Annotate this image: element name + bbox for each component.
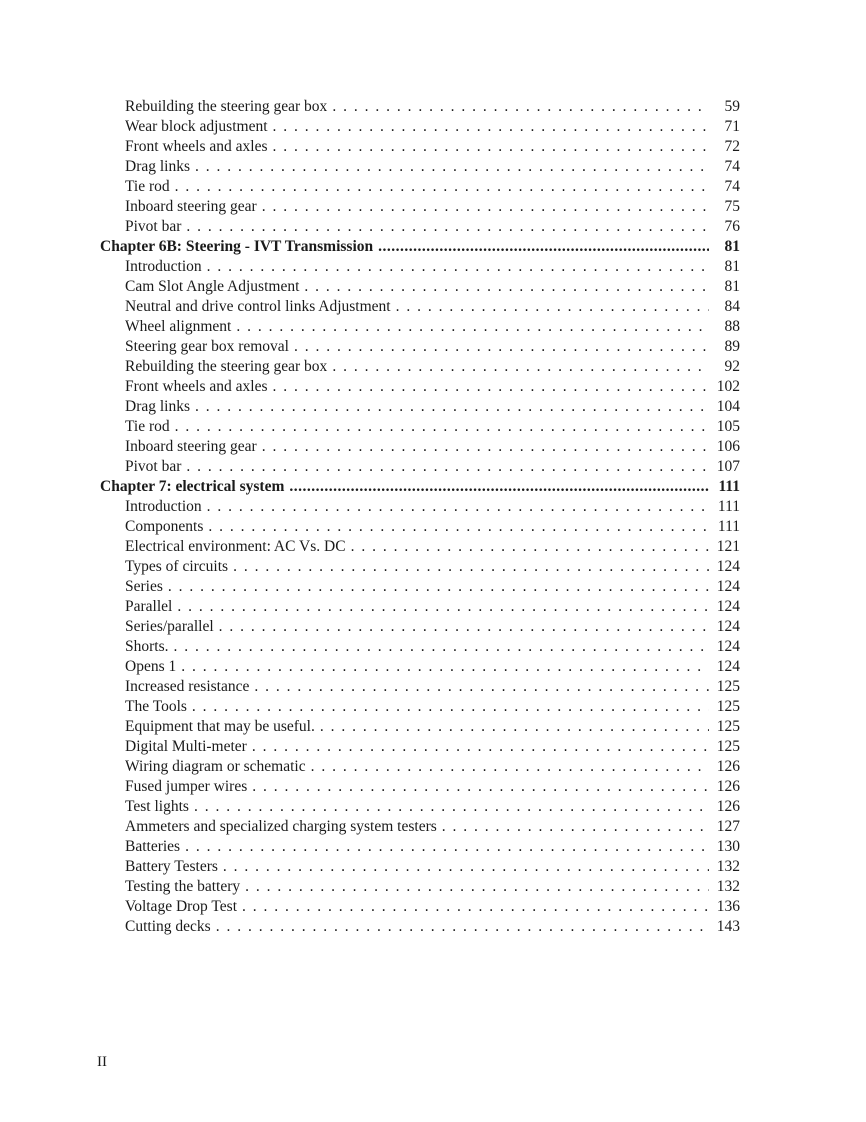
- toc-entry-label: Series/parallel: [125, 618, 214, 635]
- toc-page-number: 125: [716, 718, 740, 735]
- toc-entry-row: [100, 537, 740, 557]
- toc-dot-leader: [194, 797, 709, 817]
- toc-entry-label: Digital Multi-meter: [125, 738, 247, 755]
- toc-page-number: 92: [724, 358, 740, 375]
- toc-entry-row: [100, 437, 740, 457]
- toc-dot-leader: [272, 137, 709, 157]
- toc-page-number: 81: [724, 278, 740, 295]
- toc-page-number: 105: [716, 418, 740, 435]
- toc-dot-leader: [207, 497, 709, 517]
- toc-entry-label: Cam Slot Angle Adjustment: [125, 278, 300, 295]
- toc-entry-label: Tie rod: [125, 178, 170, 195]
- toc-entry-label: Batteries: [125, 838, 181, 855]
- toc-entry-row: [100, 517, 740, 537]
- toc-page-number: 75: [724, 198, 740, 215]
- toc-entry-label: Wear block adjustment: [125, 118, 268, 135]
- toc-entry-row: [100, 97, 740, 117]
- toc-entry-label: Wiring diagram or schematic: [125, 758, 306, 775]
- toc-chapter-title: Chapter 6B: Steering - IVT Transmission: [100, 238, 374, 255]
- toc-entry-row: [100, 917, 740, 937]
- toc-dot-leader: [195, 157, 709, 177]
- toc-entry-label: Drag links: [125, 158, 191, 175]
- toc-page-number: 124: [716, 638, 740, 655]
- toc-entry-row: [100, 557, 740, 577]
- toc-page-number: 143: [716, 918, 740, 935]
- toc-dot-leader: [177, 597, 709, 617]
- toc-page-number: 102: [716, 378, 740, 395]
- toc-page-number: 121: [716, 538, 740, 555]
- toc-page-number: 125: [716, 698, 740, 715]
- footer-page-number: II: [97, 1054, 107, 1070]
- toc-dot-leader: [223, 857, 709, 877]
- toc-entry-row: [100, 737, 740, 757]
- toc-dot-leader: [262, 197, 709, 217]
- toc-entry-row: [100, 217, 740, 237]
- toc-entry-row: [100, 457, 740, 477]
- toc-dot-leader: [175, 177, 709, 197]
- toc-dot-leader: [273, 117, 709, 137]
- toc-entry-label: Drag links: [125, 398, 191, 415]
- toc-page-number: 126: [716, 798, 740, 815]
- toc-dot-leader: [208, 517, 709, 537]
- toc-page-number: 106: [716, 438, 740, 455]
- toc-entry-row: [100, 637, 740, 657]
- toc-page-number: 130: [716, 838, 740, 855]
- toc-page-number: 84: [724, 298, 740, 315]
- toc-dot-leader: [396, 297, 709, 317]
- toc-entry-row: [100, 897, 740, 917]
- toc-entry-label: Shorts.: [125, 638, 169, 655]
- toc-entry-row: [100, 597, 740, 617]
- toc-page-number: 74: [724, 178, 740, 195]
- toc-entry-row: [100, 497, 740, 517]
- toc-dot-leader: [442, 817, 709, 837]
- toc-chapter-row: [100, 237, 740, 257]
- toc-page-number: 111: [718, 478, 740, 495]
- toc-entry-row: [100, 617, 740, 637]
- toc-page-number: 136: [716, 898, 740, 915]
- toc-entry-label: Cutting decks: [125, 918, 211, 935]
- toc-entry-row: [100, 697, 740, 717]
- toc-dot-leader: [207, 257, 709, 277]
- toc-entry-row: [100, 177, 740, 197]
- toc-entry-row: [100, 577, 740, 597]
- footer: [97, 1052, 107, 1072]
- toc-chapter-row: [100, 477, 740, 497]
- toc-dot-leader: [262, 437, 709, 457]
- toc-dot-leader: [219, 617, 709, 637]
- toc-dot-leader: [252, 737, 709, 757]
- toc-entry-label: Increased resistance: [125, 678, 250, 695]
- toc-entry-label: Tie rod: [125, 418, 170, 435]
- toc-page-number: 126: [716, 758, 740, 775]
- toc-entry-label: Neutral and drive control links Adjustment: [125, 298, 391, 315]
- toc-entry-label: Rebuilding the steering gear box: [125, 358, 328, 375]
- toc-page-number: 81: [724, 238, 740, 255]
- toc-entry-row: [100, 137, 740, 157]
- table-of-contents: [100, 97, 740, 937]
- toc-entry-row: [100, 877, 740, 897]
- toc-entry-label: Ammeters and specialized charging system testers: [125, 818, 437, 835]
- toc-page-number: 126: [716, 778, 740, 795]
- toc-page-number: 107: [716, 458, 740, 475]
- toc-page-number: 124: [716, 618, 740, 635]
- toc-page-number: 88: [724, 318, 740, 335]
- toc-entry-row: [100, 817, 740, 837]
- toc-page-number: 59: [724, 98, 740, 115]
- toc-entry-row: [100, 837, 740, 857]
- toc-dot-leader: [195, 397, 709, 417]
- toc-dot-leader: [332, 97, 709, 117]
- toc-dot-leader: [289, 477, 709, 497]
- toc-dot-leader: [320, 717, 709, 737]
- toc-entry-row: [100, 377, 740, 397]
- toc-entry-label: The Tools: [125, 698, 187, 715]
- toc-dot-leader: [311, 757, 709, 777]
- toc-entry-row: [100, 677, 740, 697]
- toc-page-number: 127: [716, 818, 740, 835]
- toc-entry-row: [100, 257, 740, 277]
- toc-entry-label: Pivot bar: [125, 218, 182, 235]
- toc-entry-row: [100, 857, 740, 877]
- toc-entry-row: [100, 717, 740, 737]
- toc-page-number: 81: [724, 258, 740, 275]
- toc-dot-leader: [351, 537, 709, 557]
- toc-entry-row: [100, 357, 740, 377]
- toc-entry-row: [100, 277, 740, 297]
- toc-dot-leader: [252, 777, 709, 797]
- toc-entry-label: Test lights: [125, 798, 189, 815]
- toc-entry-row: [100, 297, 740, 317]
- toc-entry-label: Front wheels and axles: [125, 378, 268, 395]
- toc-entry-label: Electrical environment: AC Vs. DC: [125, 538, 346, 555]
- toc-entry-row: [100, 397, 740, 417]
- toc-dot-leader: [186, 457, 709, 477]
- toc-entry-row: [100, 777, 740, 797]
- toc-entry-label: Opens 1: [125, 658, 177, 675]
- toc-entry-label: Introduction: [125, 498, 202, 515]
- toc-page-number: 124: [716, 558, 740, 575]
- toc-dot-leader: [216, 917, 709, 937]
- toc-entry-label: Parallel: [125, 598, 173, 615]
- toc-dot-leader: [378, 237, 709, 257]
- toc-dot-leader: [174, 637, 710, 657]
- toc-entry-label: Front wheels and axles: [125, 138, 268, 155]
- toc-dot-leader: [185, 837, 709, 857]
- toc-entry-row: [100, 417, 740, 437]
- toc-dot-leader: [168, 577, 709, 597]
- toc-page-number: 104: [716, 398, 740, 415]
- toc-entry-row: [100, 117, 740, 137]
- toc-dot-leader: [254, 677, 709, 697]
- toc-dot-leader: [236, 317, 709, 337]
- toc-entry-label: Types of circuits: [125, 558, 229, 575]
- toc-entry-label: Rebuilding the steering gear box: [125, 98, 328, 115]
- toc-page-number: 111: [717, 518, 740, 535]
- toc-entry-label: Components: [125, 518, 204, 535]
- toc-page-number: 89: [724, 338, 740, 355]
- toc-chapter-title: Chapter 7: electrical system: [100, 478, 285, 495]
- toc-page-number: 76: [724, 218, 740, 235]
- toc-page-number: 111: [717, 498, 740, 515]
- toc-entry-label: Pivot bar: [125, 458, 182, 475]
- toc-entry-label: Wheel alignment: [125, 318, 232, 335]
- toc-dot-leader: [175, 417, 709, 437]
- toc-entry-row: [100, 797, 740, 817]
- toc-entry-label: Steering gear box removal: [125, 338, 289, 355]
- toc-entry-label: Series: [125, 578, 163, 595]
- toc-page-number: 132: [716, 858, 740, 875]
- toc-entry-label: Inboard steering gear: [125, 198, 257, 215]
- toc-entry-label: Testing the battery: [125, 878, 241, 895]
- toc-page-number: 124: [716, 598, 740, 615]
- toc-entry-row: [100, 197, 740, 217]
- toc-entry-label: Introduction: [125, 258, 202, 275]
- toc-dot-leader: [186, 217, 709, 237]
- toc-entry-label: Battery Testers: [125, 858, 218, 875]
- toc-page-number: 72: [724, 138, 740, 155]
- toc-entry-label: Equipment that may be useful.: [125, 718, 315, 735]
- toc-entry-label: Fused jumper wires: [125, 778, 248, 795]
- toc-entry-row: [100, 337, 740, 357]
- toc-entry-row: [100, 657, 740, 677]
- toc-dot-leader: [242, 897, 709, 917]
- toc-page-number: 124: [716, 658, 740, 675]
- toc-page-number: 74: [724, 158, 740, 175]
- toc-dot-leader: [272, 377, 709, 397]
- toc-dot-leader: [181, 657, 709, 677]
- toc-entry-row: [100, 317, 740, 337]
- toc-page-number: 124: [716, 578, 740, 595]
- toc-page-number: 125: [716, 738, 740, 755]
- toc-dot-leader: [233, 557, 709, 577]
- toc-entry-row: [100, 157, 740, 177]
- toc-dot-leader: [245, 877, 709, 897]
- toc-page-number: 125: [716, 678, 740, 695]
- toc-entry-label: Inboard steering gear: [125, 438, 257, 455]
- toc-dot-leader: [192, 697, 709, 717]
- toc-dot-leader: [304, 277, 709, 297]
- toc-page-number: 132: [716, 878, 740, 895]
- toc-dot-leader: [294, 337, 709, 357]
- toc-page-number: 71: [724, 118, 740, 135]
- toc-entry-row: [100, 757, 740, 777]
- toc-dot-leader: [332, 357, 709, 377]
- toc-entry-label: Voltage Drop Test: [125, 898, 237, 915]
